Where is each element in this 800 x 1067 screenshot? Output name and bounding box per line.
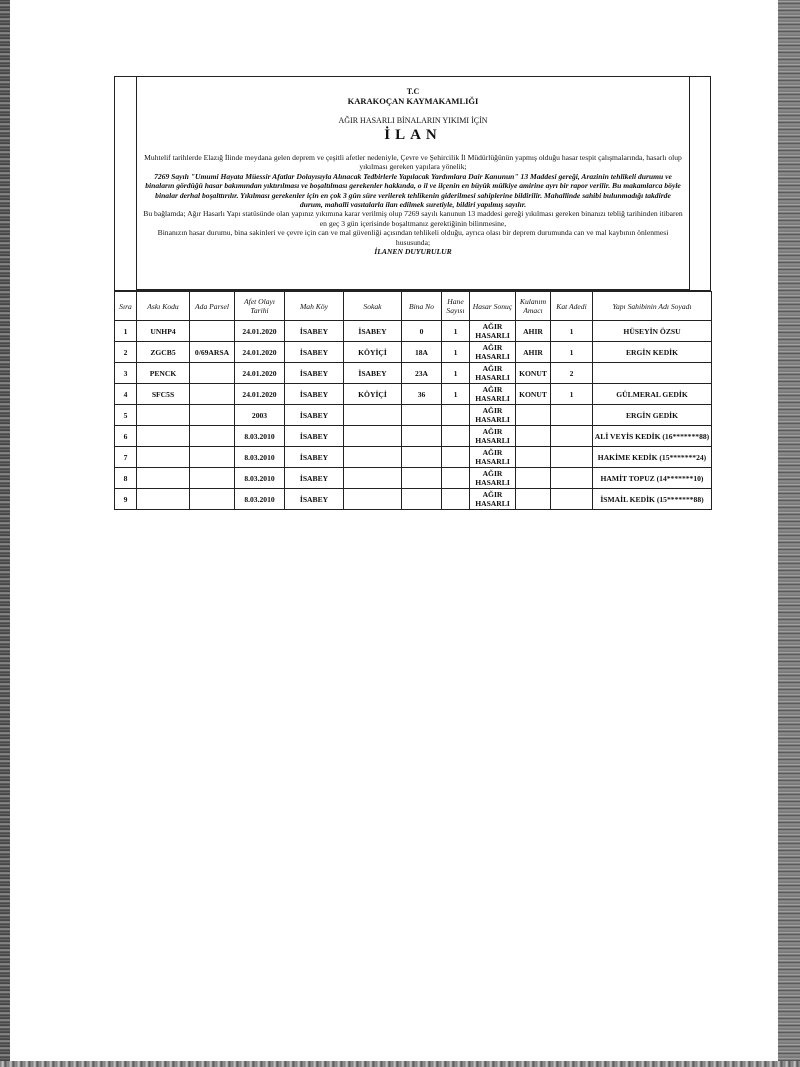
cell-sira: 2 [115,342,137,363]
cell-kullanim-amaci: AHIR [516,342,551,363]
cell-aski-kodu [137,426,190,447]
cell-kullanim-amaci: KONUT [516,363,551,384]
cell-kullanim-amaci [516,489,551,510]
cell-kullanim-amaci: KONUT [516,384,551,405]
cell-kullanim-amaci [516,447,551,468]
cell-bina-no: 36 [402,384,442,405]
header-kat-adedi: Kat Adedi [551,292,593,321]
header-sira: Sıra [115,292,137,321]
cell-bina-no [402,468,442,489]
cell-kullanim-amaci [516,426,551,447]
cell-aski-kodu [137,405,190,426]
cell-sira: 1 [115,321,137,342]
cell-mah-koy: İSABEY [285,468,344,489]
cell-afet-tarihi: 2003 [235,405,285,426]
cell-ada-parsel [190,489,235,510]
table-body [115,321,712,510]
cell-mah-koy: İSABEY [285,426,344,447]
cell-hasar-sonuc: AĞIR HASARLI [470,447,516,468]
cell-hane-sayisi: 1 [442,384,470,405]
cell-sokak: İSABEY [344,321,402,342]
header-afet-tarihi: Afet Olayı Tarihi [235,292,285,321]
table-row [115,447,712,468]
header-kullanim-amaci: Kulanım Amacı [516,292,551,321]
cell-sira: 5 [115,405,137,426]
cell-aski-kodu [137,468,190,489]
table-header-row [115,292,712,321]
cell-ada-parsel [190,384,235,405]
table-row [115,384,712,405]
cell-afet-tarihi: 8.03.2010 [235,468,285,489]
cell-kullanim-amaci [516,405,551,426]
header-aski-kodu: Askı Kodu [137,292,190,321]
cell-hasar-sonuc: AĞIR HASARLI [470,489,516,510]
cell-kat-adedi [551,489,593,510]
table-row [115,426,712,447]
cell-kat-adedi [551,447,593,468]
notice-frame [114,76,711,291]
cell-hasar-sonuc: AĞIR HASARLI [470,405,516,426]
cell-afet-tarihi: 24.01.2020 [235,321,285,342]
cell-hasar-sonuc: AĞIR HASARLI [470,384,516,405]
cell-sokak [344,447,402,468]
cell-hane-sayisi: 1 [442,363,470,384]
header-hane-sayisi: Hane Sayısı [442,292,470,321]
cell-ada-parsel [190,447,235,468]
header-ada-parsel: Ada Parsel [190,292,235,321]
notice-paragraph-3: Bu bağlamda; Ağır Hasarlı Yapı statüsünde olan yapınız yıkımına karar verilmiş olup 7269 sayılı kanunun 13 maddesi gereği yıkılması gereken binanızı tebliğ tarihinden itibaren en geç 3 gün içerisinde boşaltmanız gerektiğinin bilinmesine, [143,209,683,228]
cell-yapi-sahibi: ALİ VEYİS KEDİK (16*******88) [593,426,712,447]
cell-mah-koy: İSABEY [285,342,344,363]
cell-hane-sayisi [442,447,470,468]
cell-sokak: KÖYİÇİ [344,342,402,363]
cell-kat-adedi: 1 [551,321,593,342]
notice-tc: T.C [406,87,420,96]
cell-kat-adedi [551,468,593,489]
cell-sira: 9 [115,489,137,510]
notice-subtitle: AĞIR HASARLI BİNALARIN YIKIMI İÇİN [338,116,488,125]
cell-kullanim-amaci [516,468,551,489]
cell-hasar-sonuc: AĞIR HASARLI [470,321,516,342]
cell-afet-tarihi: 24.01.2020 [235,363,285,384]
header-hasar-sonuc: Hasar Sonuç [470,292,516,321]
cell-mah-koy: İSABEY [285,321,344,342]
cell-bina-no [402,489,442,510]
notice-paragraph-1: Muhtelif tarihlerde Elazığ İlinde meydana gelen deprem ve çeşitli afetler nedeniyle, Çevre ve Şehircilik İl Müdürlüğünün yapmış olduğu hasar tespit çalışmalarında, hasarlı olup yıkılması gereken yapılara yönelik; [144,153,682,172]
cell-yapi-sahibi: HAKİME KEDİK (15*******24) [593,447,712,468]
cell-bina-no: 0 [402,321,442,342]
cell-mah-koy: İSABEY [285,384,344,405]
cell-aski-kodu [137,489,190,510]
notice-office: KARAKOÇAN KAYMAKAMLIĞI [347,96,479,106]
table-row [115,405,712,426]
cell-sira: 7 [115,447,137,468]
header-sokak: Sokak [344,292,402,321]
cell-hane-sayisi: 1 [442,321,470,342]
cell-mah-koy: İSABEY [285,447,344,468]
cell-sira: 8 [115,468,137,489]
cell-sokak [344,405,402,426]
cell-afet-tarihi: 8.03.2010 [235,489,285,510]
cell-aski-kodu: ZGCB5 [137,342,190,363]
scan-border-bottom [0,1061,800,1067]
cell-bina-no: 18A [402,342,442,363]
notice-paragraph-4: Binanızın hasar durumu, bina sakinleri ve çevre için can ve mal güvenliği açısından tehlikeli olduğu, ayrıca olası bir deprem durumunda can ve mal kaybının önlenmesi hususunda; [157,228,669,247]
cell-hasar-sonuc: AĞIR HASARLI [470,426,516,447]
cell-aski-kodu: UNHP4 [137,321,190,342]
cell-bina-no: 23A [402,363,442,384]
cell-afet-tarihi: 8.03.2010 [235,426,285,447]
cell-aski-kodu [137,447,190,468]
cell-hane-sayisi [442,405,470,426]
notice-closing: İLANEN DUYURULUR [374,247,452,257]
cell-sira: 3 [115,363,137,384]
cell-kat-adedi: 2 [551,363,593,384]
cell-kat-adedi: 1 [551,384,593,405]
cell-kat-adedi [551,405,593,426]
cell-sokak [344,489,402,510]
cell-yapi-sahibi: HAMİT TOPUZ (14*******10) [593,468,712,489]
cell-bina-no [402,426,442,447]
building-table [114,291,712,510]
cell-sokak: İSABEY [344,363,402,384]
cell-hasar-sonuc: AĞIR HASARLI [470,468,516,489]
notice-box [136,77,690,290]
cell-aski-kodu: PENCK [137,363,190,384]
cell-hane-sayisi [442,426,470,447]
cell-hane-sayisi [442,489,470,510]
cell-sokak [344,426,402,447]
table-row [115,342,712,363]
cell-sira: 4 [115,384,137,405]
cell-mah-koy: İSABEY [285,363,344,384]
cell-hane-sayisi [442,468,470,489]
table-row [115,363,712,384]
notice-paragraph-2: 7269 Sayılı "Umumi Hayata Müessir Afatlar Dolayısıyla Alınacak Tedbirlerle Yapılacak Yardımlara Dair Kanunun" 13 Maddesi gereği, Arazinin tehlikeli durumu ve binaların gördüğü hasar bakımından yıktırılması ve boşaltılması gerekenler hakkında, o il ve ilçenin en büyük mülkiye amirine ayrı bir rapor verilir. Bu makamlarca böyle binalar derhal boşalttırılır. Yıkılması gerekenler için en çok 3 gün süre verilerek tehlikenin giderilmesi sahiplerine bildirilir. Mahallinde sahibi bulunmadığı takdirde durum, mahalli vasıtalarla ilan edilmek suretiyle, bildiri yapılmış sayılır. [145,171,681,210]
cell-bina-no [402,405,442,426]
table-row [115,321,712,342]
header-mah-koy: Mah Köy [285,292,344,321]
cell-ada-parsel [190,321,235,342]
cell-yapi-sahibi: ERGİN GEDİK [593,405,712,426]
cell-ada-parsel [190,363,235,384]
scan-border-left [0,0,10,1067]
cell-kat-adedi: 1 [551,342,593,363]
table-row [115,468,712,489]
cell-aski-kodu: SFC5S [137,384,190,405]
cell-hasar-sonuc: AĞIR HASARLI [470,363,516,384]
cell-yapi-sahibi: GÜLMERAL GEDİK [593,384,712,405]
cell-sokak [344,468,402,489]
cell-yapi-sahibi: HÜSEYİN ÖZSU [593,321,712,342]
cell-hane-sayisi: 1 [442,342,470,363]
cell-yapi-sahibi [593,363,712,384]
cell-afet-tarihi: 24.01.2020 [235,384,285,405]
cell-yapi-sahibi: İSMAİL KEDİK (15*******88) [593,489,712,510]
cell-sokak: KÖYİÇİ [344,384,402,405]
cell-sira: 6 [115,426,137,447]
header-yapi-sahibi: Yapı Sahibinin Adı Soyadı [593,292,712,321]
cell-afet-tarihi: 24.01.2020 [235,342,285,363]
cell-kat-adedi [551,426,593,447]
cell-bina-no [402,447,442,468]
cell-yapi-sahibi: ERGİN KEDİK [593,342,712,363]
header-bina-no: Bina No [402,292,442,321]
cell-kullanim-amaci: AHIR [516,321,551,342]
cell-mah-koy: İSABEY [285,405,344,426]
cell-ada-parsel [190,405,235,426]
cell-mah-koy: İSABEY [285,489,344,510]
cell-hasar-sonuc: AĞIR HASARLI [470,342,516,363]
cell-ada-parsel: 0/69ARSA [190,342,235,363]
notice-heading: İLAN [384,127,442,143]
cell-afet-tarihi: 8.03.2010 [235,447,285,468]
cell-ada-parsel [190,426,235,447]
scan-border-right [778,0,800,1067]
cell-ada-parsel [190,468,235,489]
table-row [115,489,712,510]
